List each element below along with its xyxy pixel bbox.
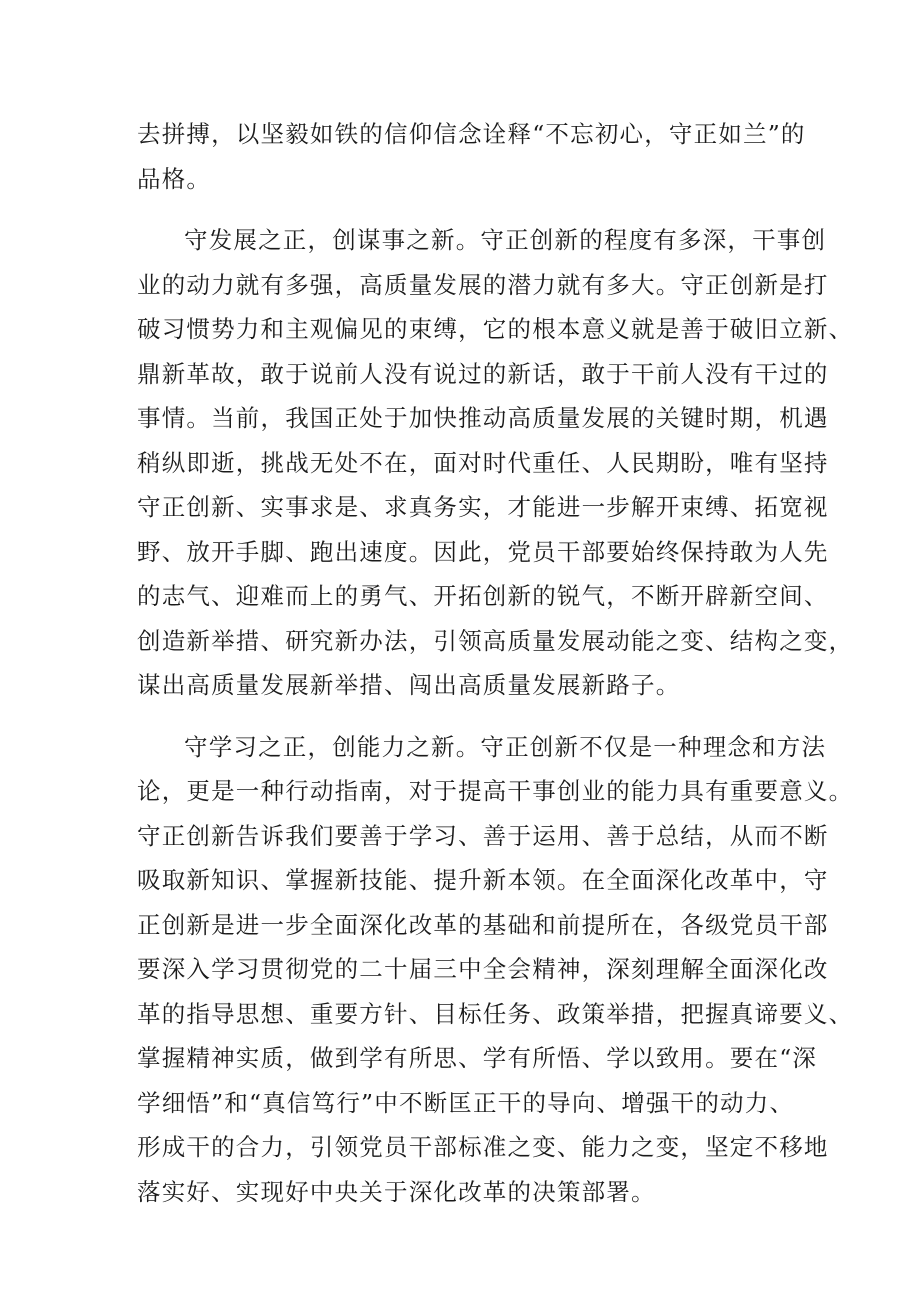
text-line: 鼎新革故，敢于说前人没有说过的新话，敢于干前人没有干过的 (137, 359, 829, 388)
text-line: 守正创新、实事求是、求真务实，才能进一步解开束缚、拓宽视 (137, 493, 829, 521)
text-line: 学细悟”和“真信笃行”中不断匡正干的导向、增强干的动力、 (137, 1088, 795, 1117)
document-body (137, 112, 854, 1214)
text-line: 野、放开手脚、跑出速度。因此，党员干部要始终保持敢为人先 (137, 537, 829, 566)
text-line: 创造新举措、研究新办法，引领高质量发展动能之变、结构之变， (137, 626, 854, 655)
text-line: 守发展之正，创谋事之新。守正创新的程度有多深，干事创 (184, 226, 827, 254)
text-line: 破习惯势力和主观偏见的束缚，它的根本意义就是善于破旧立新、 (137, 315, 854, 343)
text-line: 正创新是进一步全面深化改革的基础和前提所在，各级党员干部 (137, 910, 829, 939)
text-line: 去拼搏，以坚毅如铁的信仰信念诠释“不忘初心，守正如兰”的 (137, 120, 806, 148)
text-line: 事情。当前，我国正处于加快推动高质量发展的关键时期，机遇 (137, 404, 829, 432)
text-line: 谋出高质量发展新举措、闯出高质量发展新路子。 (137, 671, 681, 699)
text-line: 吸取新知识、掌握新技能、提升新本领。在全面深化改革中，守 (137, 866, 829, 894)
text-line: 品格。 (137, 164, 212, 193)
text-line: 落实好、实现好中央关于深化改革的决策部署。 (137, 1177, 656, 1206)
paragraph-continuation (137, 112, 806, 201)
text-line: 掌握精神实质，做到学有所思、学有所悟、学以致用。要在“深 (137, 1044, 818, 1072)
paragraph-learning (137, 725, 854, 1215)
text-line: 革的指导思想、重要方针、目标任务、政策举措，把握真谛要义、 (137, 999, 854, 1028)
text-line: 要深入学习贯彻党的二十届三中全会精神，深刻理解全面深化改 (137, 955, 829, 983)
text-line: 的志气、迎难而上的勇气、开拓创新的锐气，不断开辟新空间、 (137, 582, 829, 610)
text-line: 形成干的合力，引领党员干部标准之变、能力之变，坚定不移地 (137, 1133, 829, 1161)
text-line: 稍纵即逝，挑战无处不在，面对时代重任、人民期盼，唯有坚持 (137, 448, 829, 477)
text-line: 守学习之正，创能力之新。守正创新不仅是一种理念和方法 (184, 732, 827, 761)
text-line: 业的动力就有多强，高质量发展的潜力就有多大。守正创新是打 (137, 270, 829, 299)
paragraph-development (137, 218, 854, 708)
text-line: 守正创新告诉我们要善于学习、善于运用、善于总结，从而不断 (137, 821, 829, 850)
text-line: 论，更是一种行动指南，对于提高干事创业的能力具有重要意义。 (137, 777, 854, 805)
